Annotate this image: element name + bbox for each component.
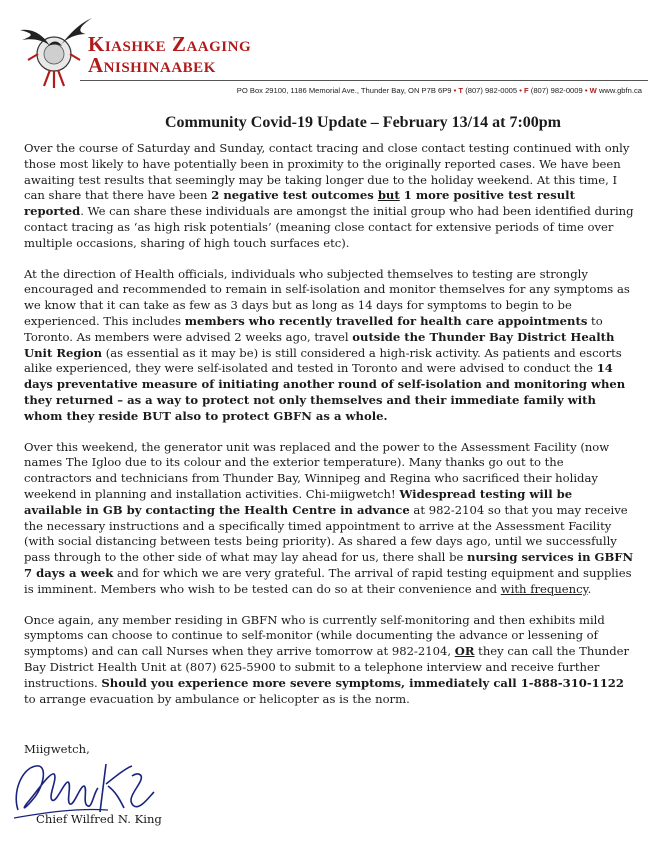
- text-run: Over the course of Saturday and Sunday, contact tracing and close contact testing continued with only those most likely to have potentially been in proximity to the originally reported cases. We have been awaiting test results that seemingly may be taking longer due to the holiday weekend. At this time, I can share that there have been: [24, 141, 630, 203]
- text-run: At the direction of Health officials, individuals who subjected themselves to testing are strongly encouraged and recommended to remain in self-isolation and monitor themselves for any symptoms as we know that it can take as few as 3 days but as long as 14 days for symptoms to begin to be experienced. This includes: [24, 266, 630, 328]
- bold-underlined-text: but: [377, 188, 400, 203]
- organization-name-line1: Kiashke Zaaging: [88, 32, 252, 56]
- text-run: at 982-2104 so that you may receive the necessary instructions and a specifically timed appointment to arrive at the Assessment Facility (with social distancing between tests being priority). As shared a few days ago, until we successfully pass through to the other side of what may lay ahead for us, there shall be: [24, 502, 628, 565]
- letter-body: [24, 141, 634, 722]
- text-run: to arrange evacuation by ambulance or helicopter as is the norm.: [24, 691, 410, 706]
- text-run: and for which we are very grateful. The arrival of rapid testing equipment and supplies is imminent. Members who wish to be tested can do so at their convenience and: [24, 565, 632, 596]
- phone-number: (807) 982-0005: [465, 86, 518, 95]
- bold-text: nursing services in GBFN 7 days a week: [24, 550, 634, 580]
- fax-label: F: [524, 86, 529, 95]
- fax-number: (807) 982-0009: [530, 86, 583, 95]
- paragraph-symptoms: [24, 613, 634, 708]
- text-run: Over this weekend, the generator unit was replaced and the power to the Assessment Facility (now names The Igloo due to its colour and the exterior temperature). Many thanks go out to the contractors and technicians from Thunder Bay, Winnipeg and Regina who sacrificed their holiday weekend in planning and installation activities. Chi-miigwetch!: [24, 439, 610, 501]
- bullet-separator: •: [453, 86, 459, 95]
- text-run: (as essential as it may be) is still considered a high-risk activity. As patients and escorts alike experienced, they were self-isolated and tested in Toronto and were advised to conduct the: [24, 345, 622, 376]
- bold-text: 14 days preventative measure of initiating another round of self-isolation and monitoring when they returned – as a way to protect not only themselves and their immediate family with whom they reside BUT also to protect GBFN as a whole.: [24, 361, 626, 423]
- bullet-separator: •: [519, 86, 525, 95]
- bold-text: 1 more positive test result reported: [24, 188, 575, 219]
- text-run: they can call the Thunder Bay District Health Unit at (807) 625-5900 to submit to a telephone interview and receive further instructions.: [24, 644, 630, 690]
- bold-text: 2 negative test outcomes: [211, 188, 378, 203]
- text-run: . We can share these individuals are amongst the initial group who had been identified during contact tracing as ‘as high risk potentials’ (meaning close contact for extensive periods of time over multiple occasions, sharing of high touch surfaces etc).: [24, 204, 634, 250]
- website[interactable]: www.gbfn.ca: [598, 86, 642, 95]
- bold-text: Should you experience more severe symptoms, immediately call 1-888-310-1122: [101, 675, 624, 690]
- contact-line: [237, 86, 642, 95]
- page-title: Community Covid-19 Update – February 13/14 at 7:00pm: [165, 114, 561, 131]
- text-run: Once again, any member residing in GBFN who is currently self-monitoring and then exhibits mild symptoms can choose to continue to self-monitor (while documenting the advance or lessening of symptoms) and can call Nurses when they arrive tomorrow at 982-2104,: [24, 612, 605, 659]
- paragraph-testing-update: [24, 141, 634, 252]
- paragraph-assessment-facility: [24, 440, 634, 598]
- phone-label: T: [458, 86, 464, 95]
- text-run: to Toronto. As members were advised 2 weeks ago, travel: [24, 313, 603, 344]
- bold-text: members who recently travelled for health care appointments: [184, 313, 588, 328]
- paragraph-self-isolation: [24, 267, 634, 425]
- closing-salutation: Miigwetch,: [24, 742, 90, 756]
- web-label: W: [589, 86, 597, 95]
- bold-text: outside the Thunder Bay District Health Unit Region: [24, 329, 615, 360]
- postal-address: PO Box 29100, 1186 Memorial Ave., Thunder Bay, ON P7B 6P9: [236, 86, 452, 95]
- organization-name: [88, 34, 251, 76]
- underlined-text: with frequency: [500, 581, 588, 596]
- header-divider: [80, 80, 648, 81]
- bullet-separator: •: [584, 86, 590, 95]
- bold-text: Widespread testing will be available in GB by contacting the Health Centre in advance: [24, 486, 573, 517]
- text-run: .: [587, 581, 592, 596]
- bold-underlined-text: OR: [454, 644, 475, 659]
- signer-name: Chief Wilfred N. King: [36, 812, 162, 826]
- organization-name-line2: Anishinaabek: [88, 53, 216, 77]
